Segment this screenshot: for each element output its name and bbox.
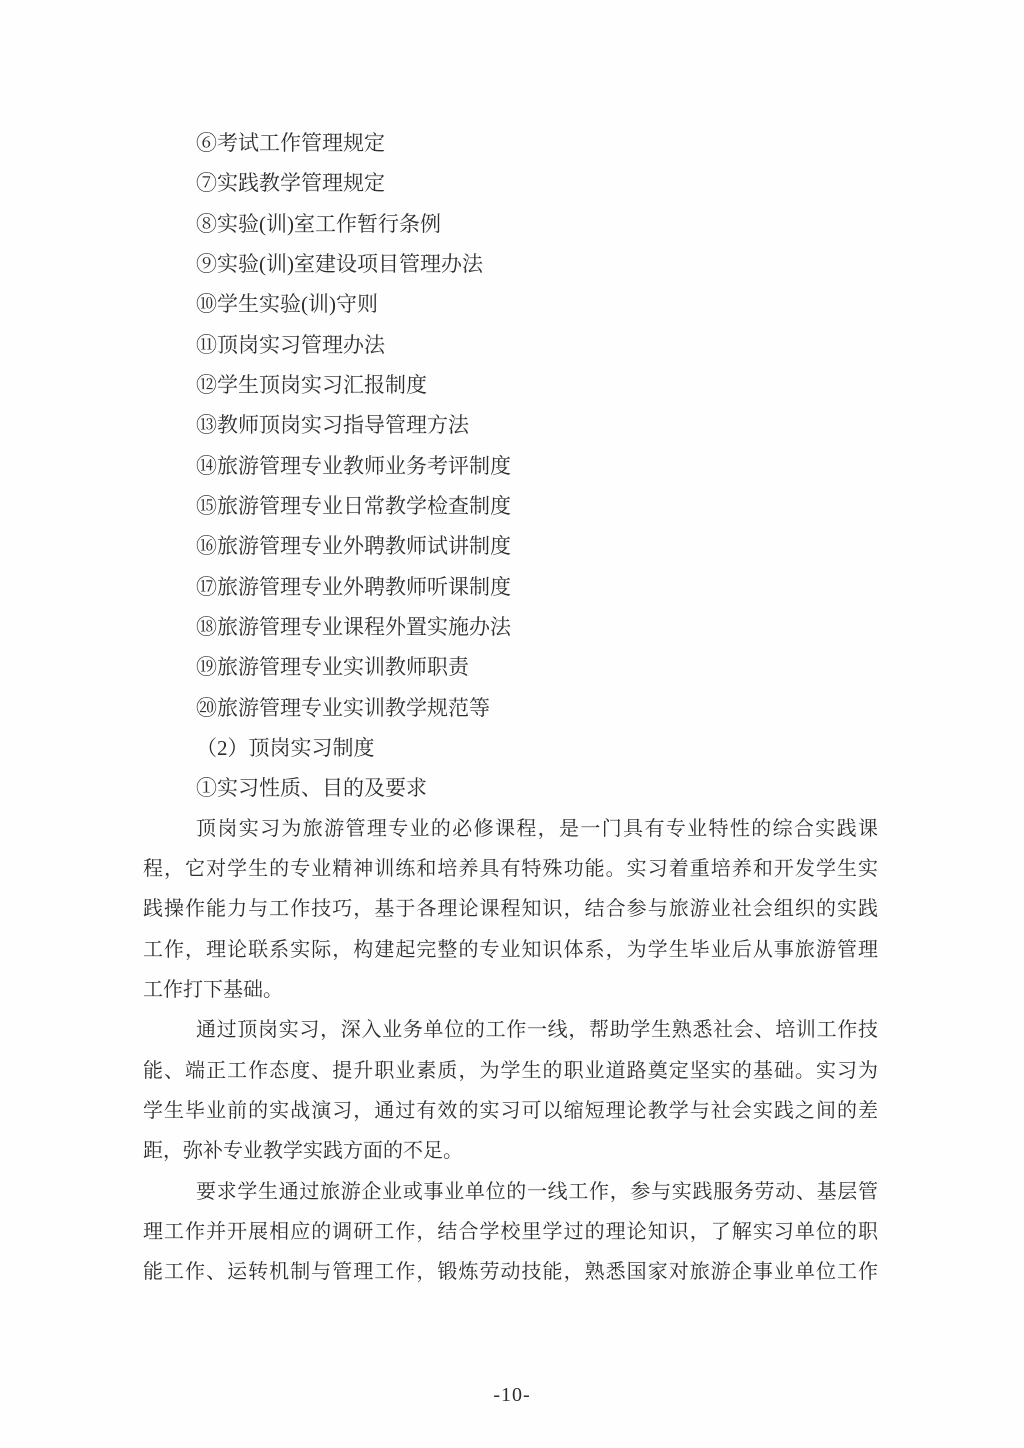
page-number: -10- bbox=[493, 1384, 531, 1406]
subsection-heading: ①实习性质、目的及要求 bbox=[196, 776, 427, 801]
paragraph-line: 践操作能力与工作技巧，基于各理论课程知识，结合参与旅游业社会组织的实践 bbox=[143, 898, 878, 921]
paragraph-line: 理工作并开展相应的调研工作，结合学校里学过的理论知识，了解实习单位的职 bbox=[143, 1220, 878, 1243]
regulation-item: ⑮旅游管理专业日常教学检查制度 bbox=[196, 493, 511, 518]
section-heading: （2）顶岗实习制度 bbox=[196, 735, 375, 760]
paragraph-line: 能、端正工作态度、提升职业素质，为学生的职业道路奠定坚实的基础。实习为 bbox=[143, 1059, 878, 1082]
regulation-item: ⑲旅游管理专业实训教师职责 bbox=[196, 655, 469, 680]
paragraph-line: 距，弥补专业教学实践方面的不足。 bbox=[143, 1140, 463, 1163]
regulation-list bbox=[143, 123, 878, 728]
regulation-item: ⑥考试工作管理规定 bbox=[196, 131, 385, 155]
regulation-item: ⑪顶岗实习管理办法 bbox=[196, 332, 385, 357]
regulation-item: ⑬教师顶岗实习指导管理方法 bbox=[196, 413, 469, 438]
regulation-item: ⑨实验(训)室建设项目管理办法 bbox=[196, 251, 483, 276]
regulation-item: ⑱旅游管理专业课程外置实施办法 bbox=[196, 614, 511, 639]
paragraph-line: 要求学生通过旅游企业或事业单位的一线工作，参与实践服务劳动、基层管 bbox=[196, 1180, 878, 1203]
regulation-item: ⑦实践教学管理规定 bbox=[196, 171, 385, 196]
paragraph-line: 工作打下基础。 bbox=[143, 978, 283, 1001]
regulation-item: ⑰旅游管理专业外聘教师听课制度 bbox=[196, 574, 511, 599]
paragraph-line: 程，它对学生的专业精神训练和培养具有特殊功能。实习着重培养和开发学生实 bbox=[143, 857, 878, 880]
paragraph-line: 学生毕业前的实战演习，通过有效的实习可以缩短理论教学与社会实践之间的差 bbox=[143, 1099, 878, 1122]
regulation-item: ⑭旅游管理专业教师业务考评制度 bbox=[196, 453, 511, 478]
paragraph-line: 能工作、运转机制与管理工作，锻炼劳动技能，熟悉国家对旅游企事业单位工作 bbox=[143, 1261, 878, 1284]
regulation-item: ⑳旅游管理专业实训教学规范等 bbox=[196, 695, 490, 720]
regulation-item: ⑫学生顶岗实习汇报制度 bbox=[196, 372, 427, 397]
page-body bbox=[143, 123, 878, 1293]
regulation-item: ⑯旅游管理专业外聘教师试讲制度 bbox=[196, 534, 511, 559]
regulation-item: ⑩学生实验(训)守则 bbox=[196, 292, 378, 317]
paragraph-line: 顶岗实习为旅游管理专业的必修课程，是一门具有专业特性的综合实践课 bbox=[196, 817, 878, 840]
paragraphs bbox=[143, 809, 878, 1293]
paragraph-line: 通过顶岗实习，深入业务单位的工作一线，帮助学生熟悉社会、培训工作技 bbox=[196, 1019, 878, 1042]
paragraph-line: 工作，理论联系实际，构建起完整的专业知识体系，为学生毕业后从事旅游管理 bbox=[143, 938, 878, 961]
regulation-item: ⑧实验(训)室工作暂行条例 bbox=[196, 211, 441, 236]
